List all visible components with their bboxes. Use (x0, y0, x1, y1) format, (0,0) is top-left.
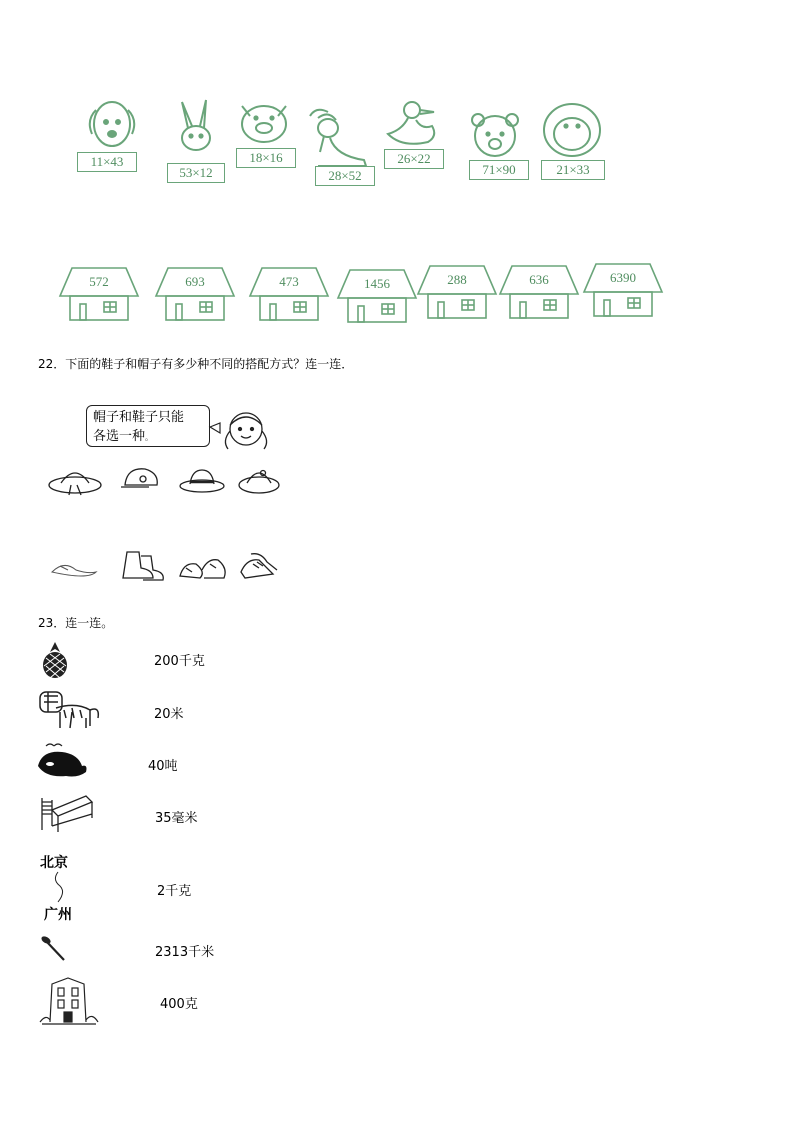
animal-sign: 21×33 (541, 160, 605, 180)
animal-sign: 71×90 (469, 160, 529, 180)
house (336, 268, 418, 324)
question-23-text: 23．连一连。 (38, 616, 114, 630)
route-line-icon (44, 870, 74, 904)
house (154, 266, 236, 322)
goat-icon (306, 106, 370, 168)
house-number: 6390 (610, 270, 636, 285)
speech-bubble (86, 405, 210, 447)
bubble-line-2: 各选一种。 (93, 429, 154, 444)
value-4: 35毫米 (155, 811, 198, 826)
map-beijing-label: 北京 (40, 855, 68, 871)
monkey-icon (538, 102, 606, 160)
house (248, 266, 330, 322)
pineapple-icon (38, 640, 72, 680)
value-3: 40吨 (148, 759, 178, 774)
dog-icon (84, 98, 144, 153)
animal-sign: 26×22 (384, 149, 444, 169)
house-number: 1456 (364, 276, 390, 291)
house (416, 264, 498, 320)
cap-icon (119, 463, 163, 497)
building-icon (38, 974, 100, 1028)
animal-sign: 18×16 (236, 148, 296, 168)
value-1: 200千克 (154, 654, 205, 669)
tiger-icon (36, 688, 102, 732)
bear-icon (468, 110, 524, 160)
house (582, 262, 664, 318)
girl-icon (208, 405, 278, 457)
question-22-text: 22．下面的鞋子和帽子有多少种不同的搭配方式？连一连． (38, 357, 354, 371)
boots-icon (119, 548, 167, 582)
animal-sign: 28×52 (315, 166, 375, 186)
sport-shoes-icon (237, 550, 279, 582)
house-number: 473 (279, 274, 299, 289)
house-number: 288 (447, 272, 467, 287)
hat-icon (47, 463, 103, 497)
animal-sign: 53×12 (167, 163, 225, 183)
whale-icon (36, 742, 88, 780)
value-7: 400克 (160, 997, 198, 1012)
house (58, 266, 140, 322)
house (498, 264, 580, 320)
value-2: 20米 (154, 707, 184, 722)
house-number: 636 (529, 272, 549, 287)
map-guangzhou-label: 广州 (44, 907, 72, 923)
house-number: 693 (185, 274, 205, 289)
animal-sign: 11×43 (77, 152, 137, 172)
value-5: 2千克 (157, 884, 192, 899)
bed-icon (38, 792, 94, 834)
sun-hat-icon (237, 463, 283, 497)
bubble-line-1: 帽子和鞋子只能 (93, 410, 185, 425)
slipper-icon (48, 556, 100, 582)
sneakers-icon (178, 552, 228, 582)
value-6: 2313千米 (155, 945, 215, 960)
rabbit-icon (170, 98, 225, 160)
nail-icon (40, 934, 68, 964)
pig-icon (236, 98, 292, 148)
fedora-icon (178, 466, 226, 496)
duck-icon (382, 100, 448, 150)
house-number: 572 (89, 274, 109, 289)
